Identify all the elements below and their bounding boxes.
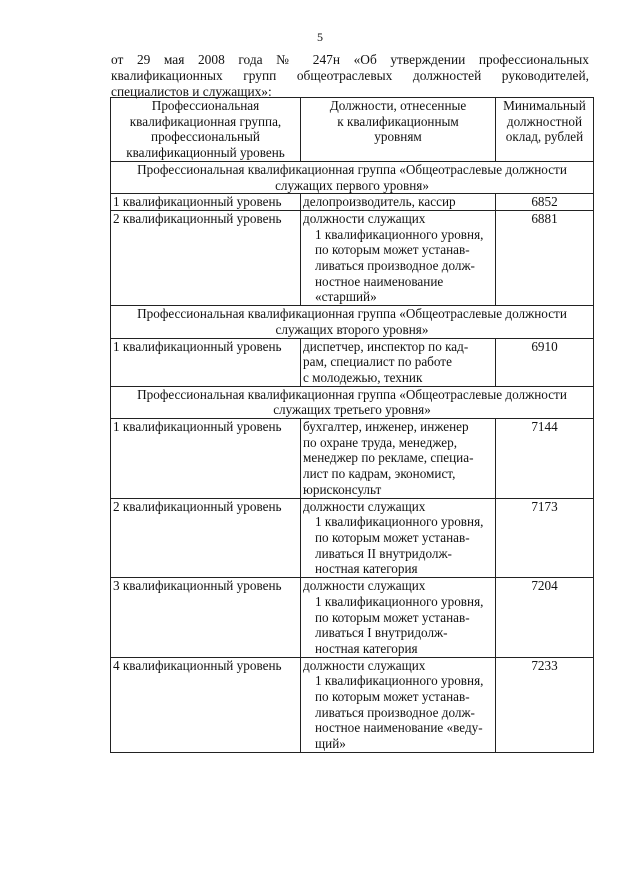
header-line: оклад, рублей [505,129,584,145]
group-title-row [111,386,594,418]
group-title [111,161,594,193]
position-line: щий» [315,736,346,752]
salary-value: 7204 [496,578,594,658]
qualification-table [110,97,594,753]
table-row [111,194,594,211]
position-line: ностная категория [315,640,418,656]
position-line: 1 квалификационного уровня, [315,593,484,609]
positions-cell [301,419,496,499]
position-line: с молодежью, техник [303,369,423,385]
salary-value: 7144 [496,419,594,499]
position-line: должности служащих [303,210,426,226]
group-title-row [111,161,594,193]
position-line: ливаться II внутридолж- [315,545,452,561]
header-positions [301,98,496,162]
group-title [111,386,594,418]
salary-value: 7173 [496,498,594,578]
position-line: должности служащих [303,498,426,514]
table-header-row [111,98,594,162]
header-line: квалификационный уровень [126,145,285,161]
position-line: по которым может устанав- [315,242,470,258]
positions-cell [301,578,496,658]
table-row [111,657,594,752]
group-title-line: Профессиональная квалификационная группа «Общеотраслевые должности [137,386,567,402]
group-title-line: служащих второго уровня» [275,321,429,337]
qualification-level: 3 квалификационный уровень [111,578,301,658]
header-line: уровням [374,129,422,145]
position-line: лист по кадрам, экономист, [303,466,456,482]
position-line: 1 квалификационного уровня, [315,226,484,242]
positions-cell [301,338,496,386]
position-line: ливаться I внутридолж- [315,625,448,641]
positions-cell [301,194,496,211]
positions-cell [301,498,496,578]
qualification-level: 1 квалификационный уровень [111,338,301,386]
header-line: квалификационная группа, [129,113,282,129]
position-line: диспетчер, инспектор по кад- [303,338,469,354]
group-title-line: Профессиональная квалификационная группа «Общеотраслевые должности [137,306,567,322]
header-line: профессиональный [151,129,260,145]
header-salary [496,98,594,162]
header-group [111,98,301,162]
position-line: по которым может устанав- [315,689,470,705]
position-line: по охране труда, менеджер, [303,434,458,450]
group-title [111,306,594,338]
table-row [111,210,594,305]
position-line: по которым может устанав- [315,609,470,625]
position-line: ностная категория [315,561,418,577]
positions-cell [301,210,496,305]
table-row [111,578,594,658]
qualification-level: 2 квалификационный уровень [111,498,301,578]
table-row [111,338,594,386]
page-number: 5 [317,30,323,44]
intro-paragraph: от 29 мая 2008 года № 247н «Об утверждении профессиональных квалификационных групп общеотраслевых должностей руководителей, специалистов и служащих»: [111,52,589,99]
position-line: 1 квалификационного уровня, [315,673,484,689]
header-line: к квалификационным [337,113,459,129]
header-line: Минимальный [503,98,586,113]
group-title-line: служащих третьего уровня» [273,402,431,418]
salary-value: 6910 [496,338,594,386]
position-line: бухгалтер, инженер, инженер [303,419,469,435]
position-line: должности служащих [303,657,426,673]
header-line: должностной [506,113,583,129]
table-row [111,419,594,499]
positions-cell [301,657,496,752]
position-line: ностное наименование «веду- [315,720,483,736]
group-title-line: Профессиональная квалификационная группа «Общеотраслевые должности [137,161,567,177]
qualification-level: 1 квалификационный уровень [111,194,301,211]
salary-value: 6881 [496,210,594,305]
qualification-level: 4 квалификационный уровень [111,657,301,752]
salary-value: 6852 [496,194,594,211]
position-line: по которым может устанав- [315,529,470,545]
position-line: ливаться производное долж- [315,704,475,720]
table-body [111,161,594,752]
position-line: юрисконсульт [303,481,382,497]
qualification-level: 2 квалификационный уровень [111,210,301,305]
qualification-level: 1 квалификационный уровень [111,419,301,499]
position-line: ливаться производное долж- [315,258,475,274]
position-line: рам, специалист по работе [303,354,452,370]
position-line: 1 квалификационного уровня, [315,514,484,530]
position-line: делопроизводитель, кассир [303,194,456,210]
position-line: менеджер по рекламе, специа- [303,450,474,466]
position-line: «старший» [315,289,377,305]
table-row [111,498,594,578]
salary-value: 7233 [496,657,594,752]
position-line: ностное наименование [315,273,444,289]
header-line: Должности, отнесенные [329,98,467,113]
header-line: Профессиональная [151,98,260,113]
position-line: должности служащих [303,578,426,594]
group-title-row [111,306,594,338]
group-title-line: служащих первого уровня» [275,177,429,193]
